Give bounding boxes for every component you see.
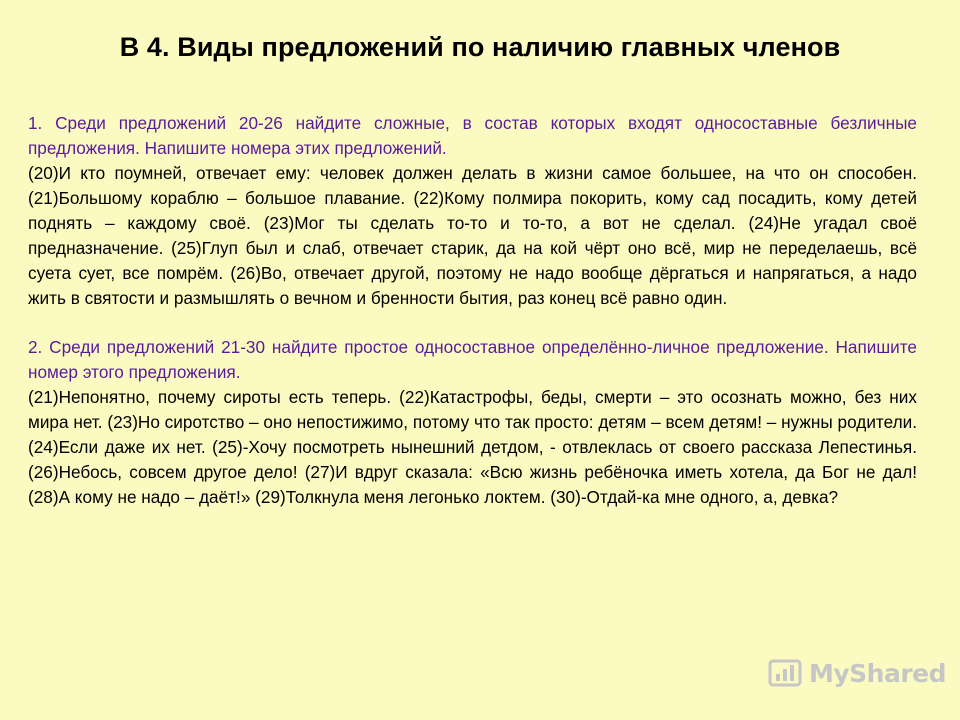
watermark-text: MyShared bbox=[809, 658, 947, 688]
task-1-question: 1. Среди предложений 20-26 найдите сложные, в состав которых входят односоставные безличные предложения. Напишите номера этих предложений. bbox=[28, 113, 917, 158]
task-2-question: 2. Среди предложений 21-30 найдите простое односоставное определённо-личное предложение. Напишите номер этого предложения. bbox=[28, 337, 917, 382]
slide-title: В 4. Виды предложений по наличию главных членов bbox=[119, 32, 841, 62]
spacer bbox=[28, 311, 917, 335]
myshared-watermark bbox=[767, 656, 946, 690]
slide-content bbox=[28, 111, 917, 510]
task-2-text: (21)Непонятно, почему сироты есть теперь. (22)Катастрофы, беды, смерти – это осознать можно, без них мира нет. (23)Но сиротство – оно непостижимо, потому что так просто: детям – всем детям! – нужны родители. (24)Если даже их нет. (25)-Хочу посмотреть нынешний детдом, - отвлеклась от своего рассказа Лепестинья. (26)Небось, совсем другое дело! (27)И вдруг сказала: «Всю жизнь ребёночка иметь хотела, да Бог не дал! (28)А кому не надо – даёт!» (29)Толкнула меня легонько локтем. (30)-Отдай-ка мне одного, а, девка? bbox=[28, 387, 917, 507]
myshared-logo-icon bbox=[767, 656, 805, 690]
task-1-text: (20)И кто поумней, отвечает ему: человек должен делать в жизни самое большее, на что он способен. (21)Большому кораблю – большое плавание. (22)Кому полмира покорить, кому сад посадить, кому детей поднять – каждому своё. (23)Мог ты сделать то-то и то-то, а вот не сделал. (24)Не угадал своё предназначение. (25)Глуп был и слаб, отвечает старик, да на кой чёрт оно всё, мир не переделаешь, всё суета сует, все помрём. (26)Во, отвечает другой, поэтому не надо вообще дёргаться и напрягаться, а надо жить в святости и размышлять о вечном и бренности бытия, раз конец всё равно один. bbox=[28, 163, 917, 308]
